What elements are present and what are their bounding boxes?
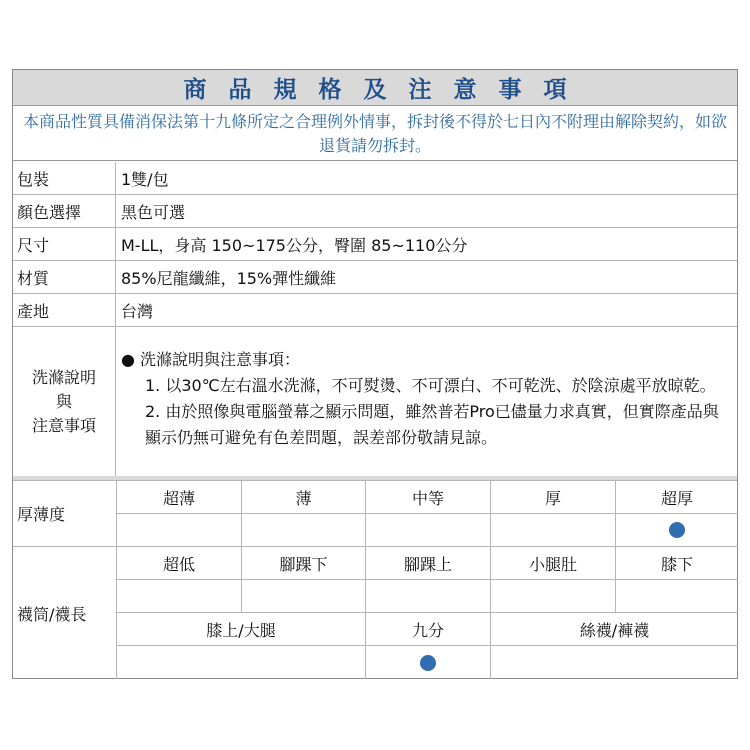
spec-value: 85%尼龍纖維，15%彈性纖維	[121, 268, 337, 288]
selected-dot-icon	[669, 522, 685, 538]
length-label: 襪筒/襪長	[17, 604, 87, 624]
thickness-option: 超厚	[616, 481, 738, 514]
length-option: 腳踝下	[242, 547, 366, 580]
thickness-option: 中等	[366, 481, 491, 514]
thickness-mark-cell	[616, 514, 738, 547]
thickness-option: 超薄	[117, 481, 242, 514]
washing-label-line: 與	[55, 391, 72, 411]
length-grid	[116, 547, 737, 679]
length-mark-cell	[242, 580, 366, 613]
spec-label: 材質	[13, 261, 116, 293]
spec-label: 顏色選擇	[13, 195, 116, 227]
length-mark-cell	[366, 646, 491, 679]
thickness-mark-cell	[242, 514, 366, 547]
washing-item: 1. 以30℃左右溫水洗滌，不可熨燙、不可漂白、不可乾洗、於陰涼處平放晾乾。	[145, 376, 716, 395]
length-option: 小腿肚	[491, 547, 616, 580]
length-mark-cell	[491, 580, 616, 613]
spec-row-material	[13, 261, 737, 294]
selected-dot-icon	[420, 655, 436, 671]
length-option: 絲襪/褲襪	[491, 613, 738, 646]
thickness-label: 厚薄度	[13, 481, 116, 547]
length-mark-cell	[491, 646, 738, 679]
washing-instructions	[121, 327, 737, 476]
spec-table	[12, 69, 738, 679]
return-notice: 本商品性質具備消保法第十九條所定之合理例外情事，拆封後不得於七日內不附理由解除契約，如欲退貨請勿拆封。	[13, 107, 737, 161]
spec-label: 產地	[13, 294, 116, 326]
thickness-mark-cell	[117, 514, 242, 547]
washing-label-line: 注意事項	[31, 415, 96, 435]
thickness-mark-cell	[366, 514, 491, 547]
washing-label	[13, 327, 116, 476]
spec-value: 台灣	[121, 301, 154, 321]
thickness-option: 薄	[242, 481, 366, 514]
length-option: 膝上/大腿	[117, 613, 366, 646]
spec-row-washing	[13, 327, 737, 476]
length-option: 九分	[366, 613, 491, 646]
spec-label: 包裝	[13, 162, 116, 194]
thickness-option: 厚	[491, 481, 616, 514]
length-mark-cell	[616, 580, 738, 613]
spec-row-size	[13, 228, 737, 261]
length-mark-cell	[117, 580, 242, 613]
thickness-mark-cell	[491, 514, 616, 547]
spec-value: 黑色可選	[121, 202, 186, 222]
spec-row-package	[13, 162, 737, 195]
washing-heading: ● 洗滌說明與注意事項：	[121, 350, 301, 369]
spec-label: 尺寸	[13, 228, 116, 260]
thickness-grid	[116, 481, 737, 547]
length-mark-cell	[366, 580, 491, 613]
spec-value: M-LL，身高 150~175公分，臀圍 85~110公分	[121, 235, 468, 255]
length-mark-cell	[117, 646, 366, 679]
length-option: 腳踝上	[366, 547, 491, 580]
length-option: 超低	[117, 547, 242, 580]
spec-value: 1雙/包	[121, 169, 169, 189]
page-title: 商品規格及注意事項	[13, 70, 737, 106]
washing-label-line: 洗滌說明	[31, 367, 96, 387]
length-option: 膝下	[616, 547, 738, 580]
spec-row-origin	[13, 294, 737, 327]
spec-row-color	[13, 195, 737, 228]
washing-item: 2. 由於照像與電腦螢幕之顯示問題，雖然普若Pro已儘量力求真實，但實際產品與 顯示仍無可避免有色差問題，誤差部份敬請見諒。	[145, 402, 719, 447]
